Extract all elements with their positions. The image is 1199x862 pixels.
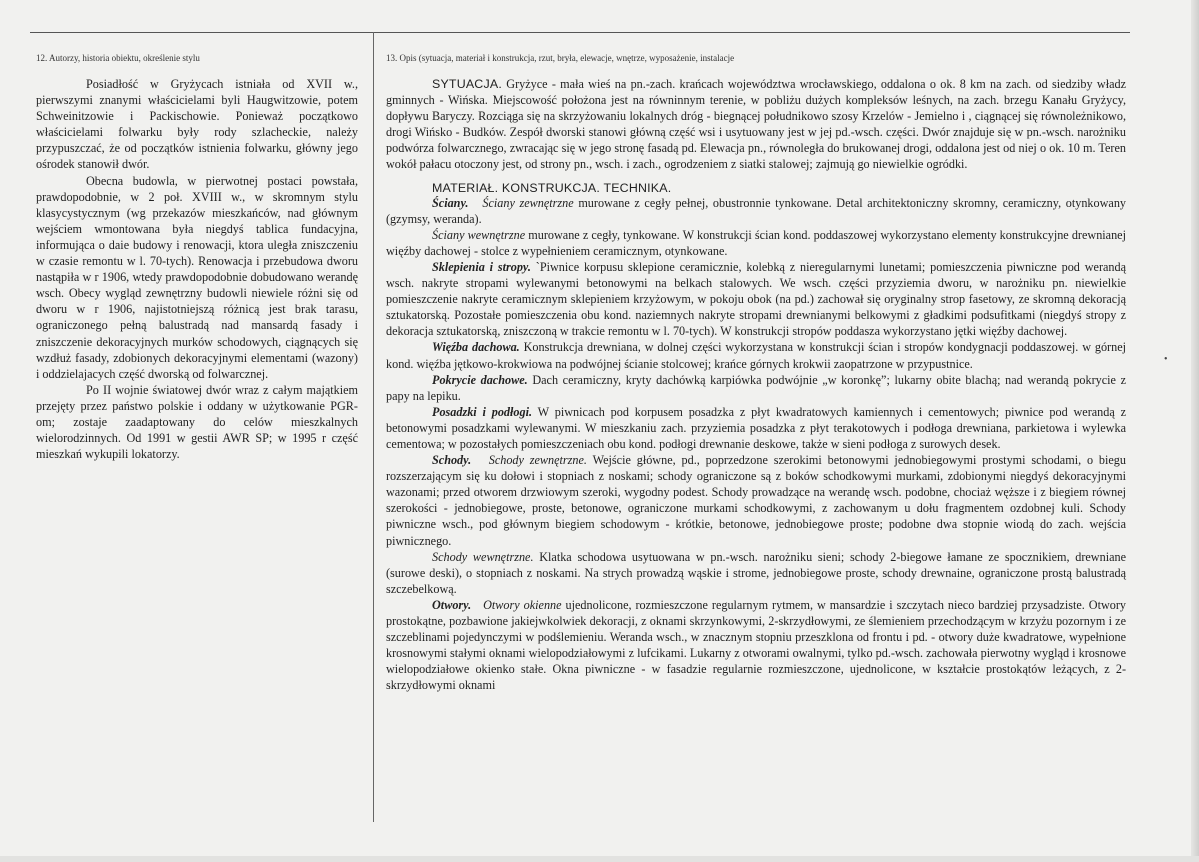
floors-paragraph <box>386 404 1126 452</box>
truss-text: Konstrukcja drewniana, w dolnej części wykorzystana w konstrukcji ścian i stropów kondygnacji poddaszowej. w górnej kond. więźba jętkowo-krokwiowa na podwójnej ścianie stolcowej; krańce górnych krokwii zaopatrzone w przypustnice. <box>386 340 1126 371</box>
openings-paragraph <box>386 597 1126 694</box>
field-label-13: 13. Opis (sytuacja, materiał i konstrukcja, rzut, bryła, elewacje, wnętrze, wyposażenie, instalacje <box>386 53 735 63</box>
floors-text: W piwnicach pod korpusem posadzka z płyt kwadratowych kamiennych i cementowych; piwnice pod werandą z betonowymi posadzkami wylewanymi. W mieszkaniu zach. przyziemia posadzka z płyt terakotowych i podłoga drewniana, parkietowa i wylewka cementowa; w pozostałych pomieszczeniach obu kond. podłogi drewnanie deskowe, także w sieni podłoga z surowych desek. <box>386 404 1127 451</box>
stairs-paragraph <box>386 452 1126 549</box>
roof-heading: Pokrycie dachowe. <box>432 372 528 387</box>
right-column <box>386 52 1126 693</box>
history-paragraph-1: Posiadłość w Gryżycach istniała od XVII w., pierwszymi znanymi właścicielami byli Haugwitzowie, potem Schweinitzowie i Packischowie. Ponieważ początkowo właścicielami folwarku były rody szlacheckie, należy przypuszczać, że od początków istnienia folwarku, główny jego ośrodek stanowił dwór. <box>36 77 358 172</box>
material-heading: MATERIAŁ. KONSTRUKCJA. TECHNIKA. <box>432 180 672 195</box>
stairs-outer-heading: Schody zewnętrzne. <box>488 453 587 468</box>
walls-inner-paragraph <box>386 227 1126 259</box>
stairs-inner-text: Klatka schodowa usytuowana w pn.-wsch. narożniku sieni; schody 2-biegowe łamane ze spocznikiem, drewniane (surowe deski), o stopniach z noskami. Na strych prowadzą wąskie i strome, jednobiegowe proste, schody drewnaine, ograniczone prostą balustradą szczebelkową. <box>386 549 1126 596</box>
openings-heading: Otwory. <box>432 597 472 612</box>
vaults-text: `Piwnice korpusu sklepione ceramicznie, kolebką z nieregularnymi lunetami; pomieszczenia piwniczne pod werandą wsch. nakryte stropami wylewanymi betonowymi na belkach stalowych. We wsch. części przyziemia dworu, w narożniku pn. niewielkie pomieszczenie nakryte ceramicznym sklepieniem krzyżowym, w pokoju obok (na pd.) zachował się oryginalny strop fasetowy, ze skromną dekoracją sztukatorską. Pozostałe pomieszczenia obu kond. naziemnych nakryte stropami drewnianymi belkowymi z gładkimi podsufitkami (niegdyś stropy z dekoracja sztukatorską, zniszczoną w trakcie remontu w l. 70-tych). W konstrukcji stropów poddasza wykorzystano jętki więźby dachowej. <box>386 259 1127 339</box>
top-rule <box>30 32 1130 33</box>
scan-edge-bottom <box>0 856 1199 862</box>
scan-edge-right <box>1191 0 1199 862</box>
walls-paragraph <box>386 195 1126 227</box>
floors-heading: Posadzki i podłogi. <box>432 404 533 419</box>
truss-heading: Więźba dachowa. <box>432 340 520 355</box>
situation-heading: SYTUACJA. <box>432 77 502 91</box>
openings-outer-heading: Otwory okienne <box>483 597 562 612</box>
vaults-heading: Sklepienia i stropy. <box>432 259 531 274</box>
history-paragraph-3: Po II wojnie światowej dwór wraz z całym majątkiem przejęty przez państwo polskie i oddany w użytkowanie PGR-om; zostaje zaadaptowany do celów mieszkalnych wielorodzinnych. Od 1991 w gestii AWR SP; w 1995 r część mieszkań wykupili lokatorzy. <box>36 382 358 462</box>
walls-heading: Ściany. <box>432 195 469 210</box>
walls-outer-heading: Ściany zewnętrzne <box>482 195 574 210</box>
stairs-heading: Schody. <box>432 453 472 468</box>
stairs-outer-text: Wejście główne, pd., poprzedzone szerokimi betonowymi jednobiegowymi prostymi schodami, o biegu rozszerzającym się ku dołowi i stopniach z noskami; schody ograniczone są z boków schodkowymi murkami, zdobionymi niegdyś dekoracyjnymi wazonami; przed otworem drzwiowym szeroki, wygodny podest. Schody prowadzące na werandę wsch. podobne, chociaż węższe i z biegiem równej szerokości - jednobiegowe, proste, betonowe, ograniczone murkami schodkowymi, z zachowanym u dołu fragmentem ozdobnej kuli. Schody piwniczne wsch., pod głównym biegiem schodowym - krótkie, betonowe, jednobiegowe proste; podobne dwa stopnie wiodą do zach. wejścia piwnicznego. <box>386 453 1126 548</box>
truss-paragraph <box>386 339 1126 371</box>
openings-text: ujednolicone, rozmieszczone regularnym rytmem, w mansardzie i szczytach nieco bardziej przysadziste. Otwory prostokątne, pozbawione jakiejwkolwiek dekoracji, z oknami skrzynkowymi, 2-skrzydłowymi, ze ślemieniem przechodzącym w krzyżu pozornym i ze szczeblinami pojedynczymi w podślemieniu. Weranda wsch., w znacznym stopniu przeszklona od frontu i pd. - otwory duże kwadratowe, wypełnione krosnowymi stałymi oknami wielopodziałowymi z lufcikami. Lukarny z otworami owalnymi, tylko pd.-wsch. zachowała pierwotny wygląd i krosnowe wielopodziałowe okienko stałe. Okna piwniczne - w fasadzie regularnie rozmieszczone, ujednolicone, w kształcie prostokątów leżących, z 2-skrzydłowymi oknami <box>386 597 1127 693</box>
situation-text: Gryżyce - mała wieś na pn.-zach. krańcach województwa wrocławskiego, oddalona o ok. 8 km na zach. od siedziby władz gminnych - Wińska. Miejscowość położona jest na równinnym terenie, w pobliżu dużych kompleksów leśnych, na zach. brzegu Kanału Gryżycy, dopływu Baryczy. Rozciąga się na skrzyżowaniu lokalnych dróg - biegnącej południkowo szosy Krzelów - Jemielno i , ciągnącej się równoleżnikowo, drogi Wińsko - Budków. Zespół dworski stanowi główną część wsi i usytuowany jest w jej pd.-wsch. części. Dwór znajduje się w pn.-wsch. narożniku podwórza folwarcznego, zwracając się w jego stronę fasadą pd. Elewacja pn., równoległa do brukowanej drogi, oddalona jest od niej o ok. 10 m. Teren wokół pałacu otoczony jest, od strony pn., wsch. i zach., ogrodzeniem z siatki stalowej; zajmują go niewielkie ogródki. <box>386 77 1126 172</box>
walls-inner-heading: Ściany wewnętrzne <box>432 227 526 242</box>
stairs-inner-paragraph <box>386 549 1126 597</box>
roof-text: Dach ceramiczny, kryty dachówką karpiówka podwójnie „w koronkę”; lukarny obite blachą; nad werandą pokrycie z papy na lepiku. <box>386 372 1126 403</box>
column-divider <box>373 32 374 822</box>
stairs-inner-heading: Schody wewnętrzne. <box>432 549 534 564</box>
situation-paragraph <box>386 76 1126 173</box>
stray-mark: • <box>1164 354 1168 365</box>
walls-inner-text: murowane z cegły, tynkowane. W konstrukcji ścian kond. poddaszowej wykorzystano elementy konstrukcyjne drewnianej więźby dachowej - stolce z wypełnieniem ceramicznym, otynkowane. <box>386 227 1126 258</box>
field-label-12: 12. Autorzy, historia obiektu, określenie stylu <box>36 53 200 63</box>
history-paragraph-2: Obecna budowla, w pierwotnej postaci powstała, prawdopodobnie, w 2 poł. XVIII w., w skromnym stylu klasycystycznym (wg przekazów mieszkańców, nad głównym wejściem wmontowana była niegdyś tablica fundacyjna, informująca o daie budowy i renowacji, ktora uległa zniszczeniu w czasie remontu w l. 70-tych). Renowacja i przebudowa dworu nastąpiła w r 1906, wtedy prawdopodobnie dobudowano werandę wsch. Obecy wygląd zewnętrzny budowli niewiele różni się od dworu w r 1906, najistotniejszą różnicą jest brak tarasu, ograniczonego pełną balustradą nad mansardą fasady i zniszczenie dekoracyjnych murków schodowych, ciągnących się wzdłuż fasady, zdobionych dekoracyjnymi elementami (wazony) i oddzielajacych część dworską od folwarcznej. <box>36 173 358 381</box>
walls-outer-text: murowane z cegły pełnej, obustronnie tynkowane. Detal architektoniczny skromny, ceramiczny, otynkowany (gzymsy, weranda). <box>386 195 1127 226</box>
left-column <box>36 52 358 462</box>
roof-paragraph <box>386 372 1126 404</box>
vaults-paragraph <box>386 259 1126 339</box>
